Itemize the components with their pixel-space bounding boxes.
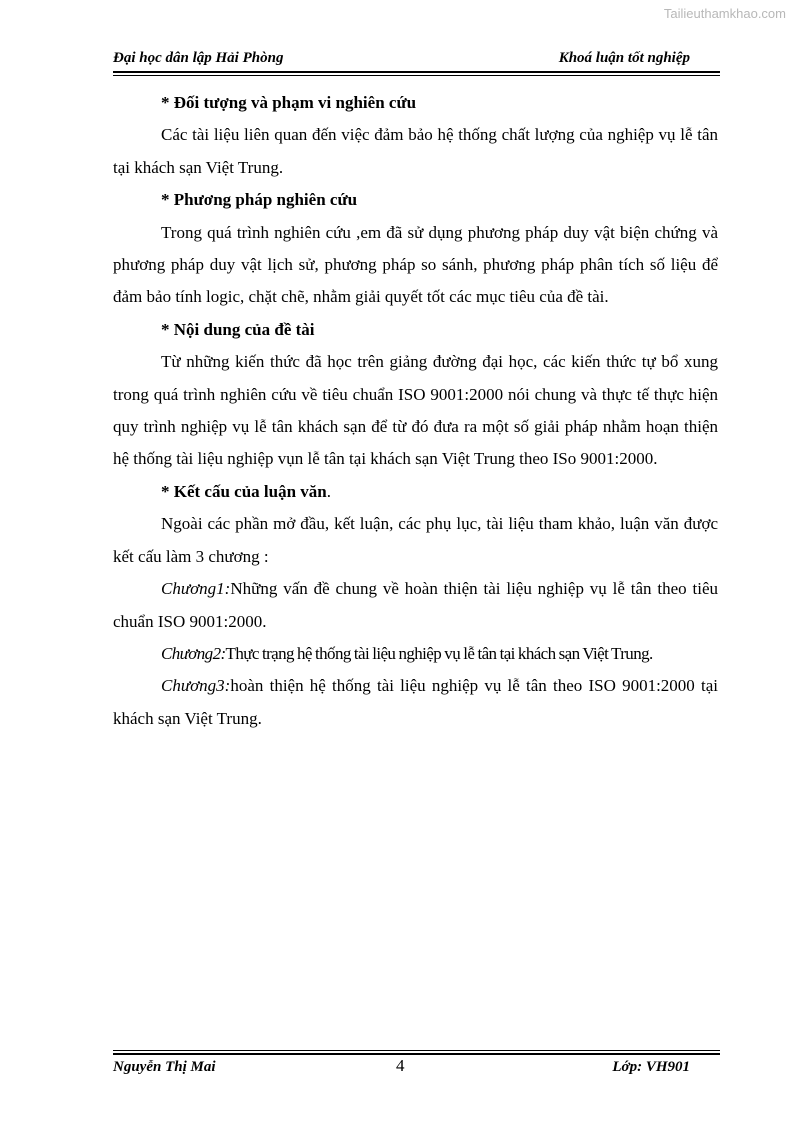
chapter-2-label: Chương2: bbox=[161, 643, 226, 663]
structure-heading-text: * Kết cấu của luận văn bbox=[161, 481, 327, 501]
page-footer bbox=[113, 1056, 720, 1078]
footer-author: Nguyễn Thị Mai bbox=[113, 1059, 216, 1075]
header-university: Đại học dân lập Hải Phòng bbox=[113, 50, 284, 66]
structure-heading-period: . bbox=[326, 481, 332, 501]
paragraph-method: Trong quá trình nghiên cứu ,em đã sử dụng phương pháp duy vật biện chứng và phương pháp duy vật lịch sử, phương pháp so sánh, phương pháp phân tích số liệu để đảm bảo tính logic, chặt chẽ, nhằm giải quyết tốt các mục tiêu của đề tài. bbox=[113, 222, 718, 307]
section-heading-content: * Nội dung của đề tài bbox=[161, 319, 315, 339]
header-rule bbox=[113, 71, 720, 76]
page-body bbox=[113, 87, 718, 735]
chapter-3-label: Chương3: bbox=[161, 676, 231, 696]
chapter-3-text: hoàn thiện hệ thống tài liệu nghiệp vụ lễ tân theo ISO 9001:2000 tại khách sạn Việt Trung. bbox=[113, 676, 718, 728]
footer-class: Lớp: VH901 bbox=[612, 1059, 690, 1075]
paragraph-content: Từ những kiến thức đã học trên giảng đường đại học, các kiến thức tự bổ xung trong quá trình nghiên cứu về tiêu chuẩn ISO 9001:2000 nói chung và thực tế thực hiện quy trình nghiệp vụ lễ tân khách sạn để từ đó đưa ra một số giải pháp nhằm hoạn thiện hệ thống tài liệu nghiệp vụn lễ tân tại khách sạn Việt Trung theo ISo 9001:2000. bbox=[113, 352, 718, 469]
watermark: Tailieuthamkhao.com bbox=[663, 6, 786, 21]
paragraph-scope: Các tài liệu liên quan đến việc đảm bảo hệ thống chất lượng của nghiệp vụ lễ tân tại khách sạn Việt Trung. bbox=[113, 125, 718, 177]
chapter-3-line bbox=[113, 670, 718, 735]
chapter-2-line bbox=[113, 638, 718, 670]
footer-rule bbox=[113, 1050, 720, 1055]
page-header bbox=[113, 48, 720, 70]
page-number: 4 bbox=[396, 1056, 405, 1075]
chapter-2-text: Thực trạng hệ thống tài liệu nghiệp vụ lễ tân tại khách sạn Việt Trung. bbox=[225, 643, 653, 663]
section-heading-structure bbox=[113, 476, 718, 508]
section-heading-scope: * Đối tượng và phạm vi nghiên cứu bbox=[161, 93, 417, 112]
section-heading-method: * Phương pháp nghiên cứu bbox=[161, 190, 358, 210]
chapter-1-label: Chương1: bbox=[161, 579, 231, 599]
chapter-1-text: Những vấn đề chung về hoàn thiện tài liệu nghiệp vụ lễ tân theo tiêu chuẩn ISO 9001:2000. bbox=[113, 579, 718, 631]
paragraph-structure: Ngoài các phần mở đầu, kết luận, các phụ lục, tài liệu tham khảo, luận văn được kết cấu làm 3 chương : bbox=[113, 514, 718, 566]
chapter-1-line bbox=[113, 573, 718, 638]
header-thesis-title: Khoá luận tốt nghiệp bbox=[558, 50, 690, 66]
